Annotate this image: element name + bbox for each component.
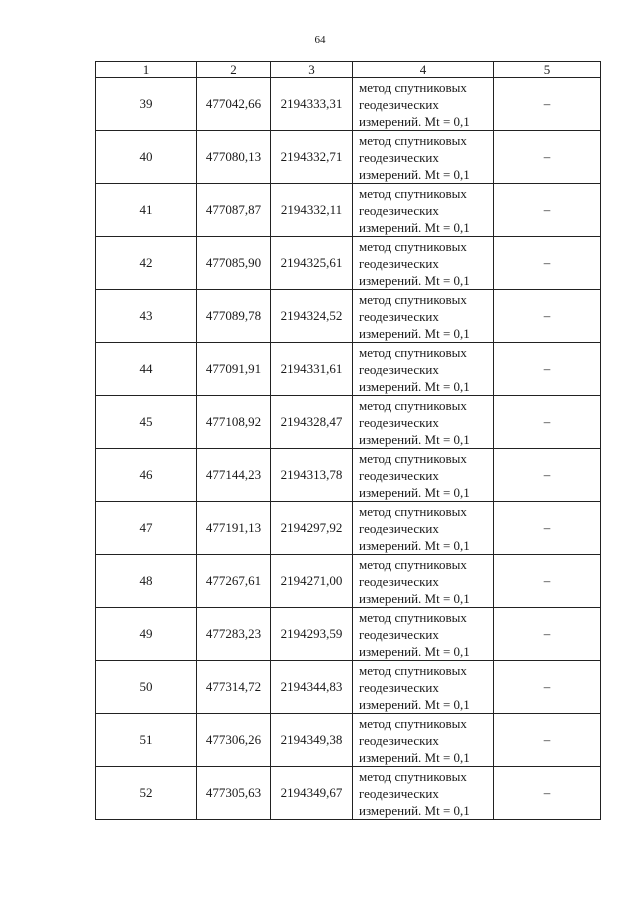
y-coordinate-cell: 2194313,78 (271, 449, 353, 502)
header-col-1: 1 (96, 62, 197, 78)
method-cell (353, 555, 494, 608)
method-line: метод спутниковых (359, 609, 467, 625)
table-row (96, 184, 601, 237)
method-cell (353, 449, 494, 502)
method-line: метод спутниковых (359, 503, 467, 519)
point-number-cell: 39 (96, 78, 197, 131)
x-coordinate-cell: 477305,63 (197, 767, 271, 820)
table-row (96, 661, 601, 714)
x-coordinate-cell: 477087,87 (197, 184, 271, 237)
method-line: метод спутниковых (359, 344, 467, 360)
point-number-cell: 48 (96, 555, 197, 608)
method-line: измерений. Mt = 0,1 (359, 537, 470, 553)
method-line: измерений. Mt = 0,1 (359, 113, 470, 129)
method-line: геодезических (359, 467, 439, 483)
method-line: метод спутниковых (359, 450, 467, 466)
y-coordinate-cell: 2194324,52 (271, 290, 353, 343)
y-coordinate-cell: 2194271,00 (271, 555, 353, 608)
x-coordinate-cell: 477306,26 (197, 714, 271, 767)
x-coordinate-cell: 477108,92 (197, 396, 271, 449)
table-row (96, 237, 601, 290)
method-line: геодезических (359, 308, 439, 324)
note-cell: – (494, 290, 601, 343)
note-cell: – (494, 767, 601, 820)
method-cell (353, 502, 494, 555)
point-number-cell: 52 (96, 767, 197, 820)
method-line: геодезических (359, 626, 439, 642)
table-row (96, 767, 601, 820)
method-line: измерений. Mt = 0,1 (359, 643, 470, 659)
x-coordinate-cell: 477042,66 (197, 78, 271, 131)
method-cell (353, 608, 494, 661)
point-number-cell: 47 (96, 502, 197, 555)
method-line: метод спутниковых (359, 185, 467, 201)
y-coordinate-cell: 2194333,31 (271, 78, 353, 131)
method-cell (353, 767, 494, 820)
header-col-3: 3 (271, 62, 353, 78)
table-row (96, 343, 601, 396)
x-coordinate-cell: 477091,91 (197, 343, 271, 396)
table-row (96, 396, 601, 449)
method-line: измерений. Mt = 0,1 (359, 749, 470, 765)
point-number-cell: 44 (96, 343, 197, 396)
method-line: метод спутниковых (359, 662, 467, 678)
method-line: измерений. Mt = 0,1 (359, 431, 470, 447)
point-number-cell: 49 (96, 608, 197, 661)
method-line: измерений. Mt = 0,1 (359, 378, 470, 394)
method-line: метод спутниковых (359, 238, 467, 254)
method-line: метод спутниковых (359, 397, 467, 413)
method-line: измерений. Mt = 0,1 (359, 219, 470, 235)
x-coordinate-cell: 477144,23 (197, 449, 271, 502)
method-line: геодезических (359, 520, 439, 536)
method-cell (353, 184, 494, 237)
method-line: метод спутниковых (359, 79, 467, 95)
method-line: метод спутниковых (359, 715, 467, 731)
note-cell: – (494, 343, 601, 396)
y-coordinate-cell: 2194332,71 (271, 131, 353, 184)
method-line: метод спутниковых (359, 556, 467, 572)
note-cell: – (494, 714, 601, 767)
point-number-cell: 43 (96, 290, 197, 343)
table-header (96, 62, 601, 78)
method-line: геодезических (359, 679, 439, 695)
note-cell: – (494, 608, 601, 661)
method-cell (353, 661, 494, 714)
y-coordinate-cell: 2194328,47 (271, 396, 353, 449)
method-line: измерений. Mt = 0,1 (359, 802, 470, 818)
method-line: измерений. Mt = 0,1 (359, 696, 470, 712)
table-row (96, 290, 601, 343)
table-row (96, 502, 601, 555)
header-col-4: 4 (353, 62, 494, 78)
y-coordinate-cell: 2194332,11 (271, 184, 353, 237)
note-cell: – (494, 237, 601, 290)
point-number-cell: 45 (96, 396, 197, 449)
x-coordinate-cell: 477089,78 (197, 290, 271, 343)
point-number-cell: 42 (96, 237, 197, 290)
point-number-cell: 41 (96, 184, 197, 237)
method-cell (353, 343, 494, 396)
method-line: геодезических (359, 149, 439, 165)
x-coordinate-cell: 477267,61 (197, 555, 271, 608)
note-cell: – (494, 131, 601, 184)
y-coordinate-cell: 2194331,61 (271, 343, 353, 396)
method-line: метод спутниковых (359, 291, 467, 307)
method-line: измерений. Mt = 0,1 (359, 484, 470, 500)
x-coordinate-cell: 477314,72 (197, 661, 271, 714)
page-number: 64 (314, 34, 326, 46)
coordinates-table (95, 61, 601, 820)
method-cell (353, 78, 494, 131)
point-number-cell: 50 (96, 661, 197, 714)
note-cell: – (494, 502, 601, 555)
note-cell: – (494, 449, 601, 502)
method-cell (353, 237, 494, 290)
method-line: измерений. Mt = 0,1 (359, 325, 470, 341)
x-coordinate-cell: 477283,23 (197, 608, 271, 661)
x-coordinate-cell: 477191,13 (197, 502, 271, 555)
header-col-2: 2 (197, 62, 271, 78)
x-coordinate-cell: 477085,90 (197, 237, 271, 290)
method-line: измерений. Mt = 0,1 (359, 272, 470, 288)
y-coordinate-cell: 2194297,92 (271, 502, 353, 555)
table-row (96, 555, 601, 608)
y-coordinate-cell: 2194349,38 (271, 714, 353, 767)
header-row (96, 62, 601, 78)
method-line: метод спутниковых (359, 768, 467, 784)
header-col-5: 5 (494, 62, 601, 78)
method-line: метод спутниковых (359, 132, 467, 148)
method-line: измерений. Mt = 0,1 (359, 590, 470, 606)
note-cell: – (494, 396, 601, 449)
method-cell (353, 131, 494, 184)
method-line: геодезических (359, 573, 439, 589)
point-number-cell: 40 (96, 131, 197, 184)
y-coordinate-cell: 2194349,67 (271, 767, 353, 820)
method-line: геодезических (359, 255, 439, 271)
method-cell (353, 714, 494, 767)
method-line: геодезических (359, 785, 439, 801)
method-line: геодезических (359, 96, 439, 112)
method-line: геодезических (359, 202, 439, 218)
y-coordinate-cell: 2194325,61 (271, 237, 353, 290)
method-line: геодезических (359, 732, 439, 748)
table-body (96, 78, 601, 820)
table-row (96, 449, 601, 502)
note-cell: – (494, 78, 601, 131)
point-number-cell: 51 (96, 714, 197, 767)
note-cell: – (494, 184, 601, 237)
table-row (96, 608, 601, 661)
point-number-cell: 46 (96, 449, 197, 502)
method-cell (353, 396, 494, 449)
x-coordinate-cell: 477080,13 (197, 131, 271, 184)
note-cell: – (494, 555, 601, 608)
y-coordinate-cell: 2194293,59 (271, 608, 353, 661)
y-coordinate-cell: 2194344,83 (271, 661, 353, 714)
note-cell: – (494, 661, 601, 714)
table-row (96, 714, 601, 767)
method-cell (353, 290, 494, 343)
method-line: геодезических (359, 414, 439, 430)
method-line: геодезических (359, 361, 439, 377)
table-row (96, 78, 601, 131)
method-line: измерений. Mt = 0,1 (359, 166, 470, 182)
table-row (96, 131, 601, 184)
